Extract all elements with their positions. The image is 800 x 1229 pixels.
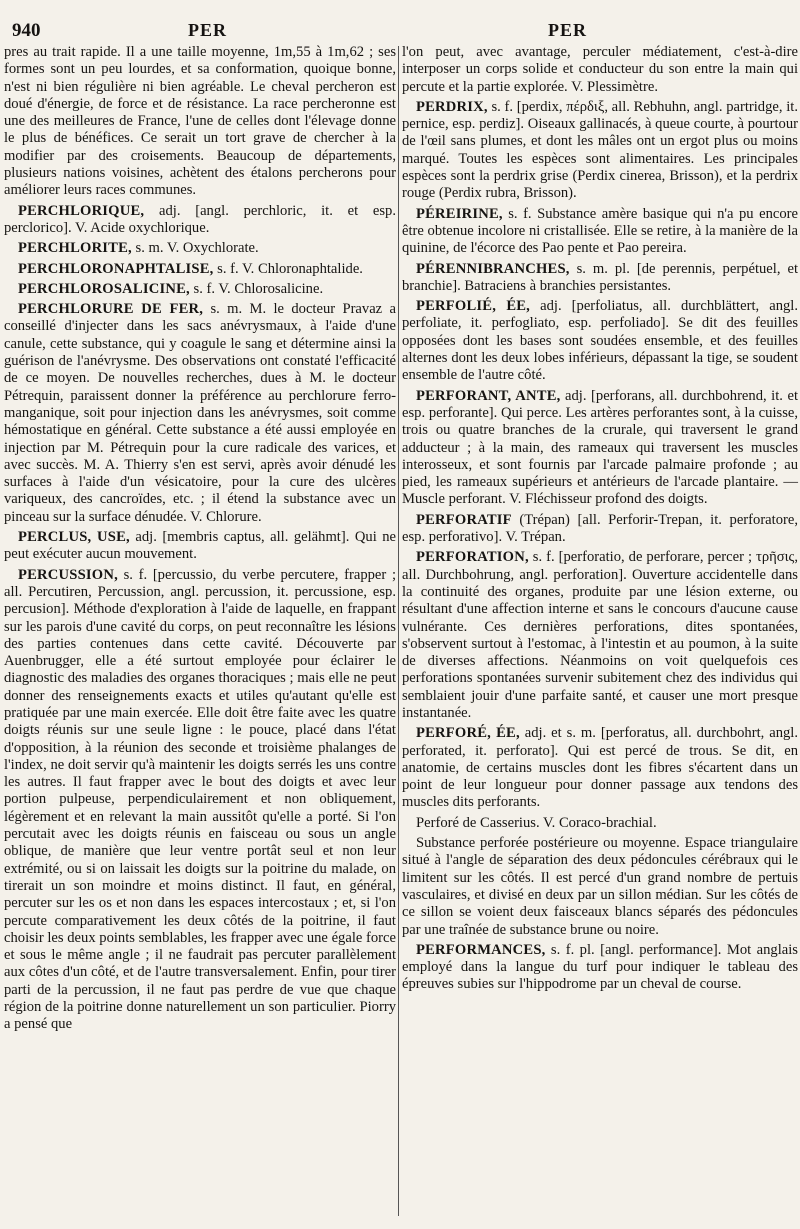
entry-headword: PERFORATIF: [416, 511, 512, 528]
dictionary-entry: PERFORATIF (Trépan) [all. Perforir-Trepan, it. perforatore, esp. perforativo]. V. Trépan.: [402, 511, 798, 546]
dictionary-entry: PÉREIRINE, s. f. Substance amère basique qui n'a pu encore être obtenue incolore ni cristallisée. Elle se retire, à la manière de la quinine, de l'écorce des Pao pente et Pao pereira.: [402, 205, 798, 257]
dictionary-entry: PERFORANT, ANTE, adj. [perforans, all. durchbohrend, it. et esp. perforante]. Qui perce. Les artères perforantes sont, à la cuisse, trois ou quatre branches de la crurale, qui traversent le grand adducteur ; à la main, des rameaux qui traversent les muscles interosseux, et sont fournis par l'arcade palmaire profonde ; au pied, les rameaux supérieurs et antérieurs de l'arcade plantaire. — Muscle perforant. V. Fléchisseur profond des doigts.: [402, 387, 799, 508]
right-column: [402, 44, 798, 997]
dictionary-subentry: Perforé de Casserius. V. Coraco-brachial.: [416, 814, 657, 831]
entry-headword: PERCHLORURE DE FER,: [18, 301, 204, 318]
entry-headword: PERCHLORONAPHTALISE,: [18, 260, 214, 277]
column-divider: [398, 46, 399, 1216]
running-head-left: PER: [188, 20, 227, 40]
entry-headword: PERFORMANCES,: [416, 941, 546, 958]
dictionary-entry: PERCHLORURE DE FER, s. m. M. le docteur Pravaz a conseillé d'injecter dans les sacs anévrysmaux, à l'aide d'une canule, cette substance, qui y coagule le sang et détermine ainsi la guérison de l'anévrysme. Des observations ont constaté l'efficacité de ce moyen. De nouvelles recherches, dues à M. le docteur Pétrequin, paraissent donner la préférence au perchlorure ferro-manganique, soit pour injection dans les anévrysmes, soit comme hémostatique en général. Cette substance a été aussi employée en injection par M. Pétrequin pour la cure radicale des varices, et avec succès. M. A. Thierry s'en est servi, après avoir dénudé les surfaces à l'aide d'un vésicatoire, pour la cure des ulcères variqueux, des cancroïdes, etc. ; il étend la substance avec un pinceau sur la surface dénudée. V. Chlorure.: [4, 301, 396, 525]
dictionary-entry-continued: l'on peut, avec avantage, perculer médiatement, c'est-à-dire interposer un corps solide et conducteur du son entre la main qui percute et la partie explorée. V. Plessimètre.: [402, 44, 798, 95]
entry-headword: PERCHLOROSALICINE,: [18, 280, 190, 297]
page-number: 940: [12, 20, 41, 41]
entry-headword: PÉRENNIBRANCHES,: [416, 260, 570, 277]
entry-headword: PERFORANT, ANTE,: [416, 387, 561, 404]
entry-headword: PERFORATION,: [416, 549, 529, 566]
entry-headword: PERCLUS, USE,: [18, 529, 130, 546]
dictionary-entry: PERCLUS, USE, adj. [membris captus, all. gelähmt]. Qui ne peut exécuter aucun mouvement.: [4, 529, 396, 563]
entry-headword: PERCUSSION,: [18, 566, 118, 583]
dictionary-entry: PERFORÉ, ÉE, adj. et s. m. [perforatus, all. durchbohrt, angl. perforated, it. perforato]. Qui est percé de trous. Se dit, en anatomie, de certains muscles dont les fibres s'écartent dans un point de leur longueur pour donner passage aux tendons des muscles dits perforants.: [402, 725, 798, 811]
dictionary-entry: PÉRENNIBRANCHES, s. m. pl. [de perennis, perpétuel, et branchie]. Batraciens à branchies persistantes.: [402, 260, 798, 294]
dictionary-entry: PERCHLORITE, s. m. V. Oxychlorate.: [18, 240, 259, 257]
dictionary-entry: PERFORATION, s. f. [perforatio, de perforare, percer ; τρῆσις, all. Durchbohrung, angl. perforation]. Ouverture accidentelle dans la continuité des organes, produite par une lésion externe, ou résultant d'une affection interne et sans le concours d'aucune cause vulnérante. Ces dernières perforations, dites spontanées, s'observent surtout à l'estomac, à l'intestin et au poumon, à la suite de diverses affections. Néanmoins on voit quelquefois ces perforations spontanées survenir subitement chez des individus qui semblaient jouir d'une parfaite santé, et causer une mort presque instantanée.: [402, 549, 798, 721]
dictionary-entry: PERFOLIÉ, ÉE, adj. [perfoliatus, all. durchblättert, angl. perfoliate, it. perfogliato, esp. perfoliado]. Se dit des feuilles opposées dont les bases sont soudées ensemble, et des feuilles alternes dont les deux lobes inférieurs, dépassant la tige, se soudent ensemble de l'autre côté.: [402, 298, 798, 384]
entry-headword: PERCHLORITE,: [18, 240, 132, 257]
dictionary-entry: PERCHLORIQUE, adj. [angl. perchloric, it. et esp. perclorico]. V. Acide oxychlorique.: [4, 202, 396, 236]
dictionary-entry: PERCHLORONAPHTALISE, s. f. V. Chloronaphtalide.: [18, 260, 363, 277]
entry-headword: PERFORÉ, ÉE,: [416, 725, 520, 742]
entry-headword: PÉREIRINE,: [416, 205, 503, 222]
dictionary-entry: PERCUSSION, s. f. [percussio, du verbe percutere, frapper ; all. Percutiren, Percussion, angl. percussion, it. percussione, esp. percusion]. Méthode d'exploration à l'aide de laquelle, en frappant sur les parois d'une cavité du corps, on peut reconnaître les lésions des parties contenues dans cette cavité. Découverte par Auenbrugger, elle a été surtout employée pour éclairer le diagnostic des maladies des organes thoraciques ; mais elle ne peut donner des renseignements exacts et utiles qu'autant qu'elle est pratiquée par une main exercée. Elle doit être faite avec les quatre doigts réunis sur une seule ligne : le pouce, placé dans l'état d'opposition, à la réunion des seconde et troisième phalanges de l'index, ne doit servir qu'à maintenir les doigts serrés les uns contre les autres. Il faut frapper avec le bout des doigts et avec leur portion pulpeuse, perpendiculairement et non obliquement, légèrement et en relevant la main aussitôt qu'elle a porté. Si l'on percutait avec les doigts réunis en faisceau ou sous un angle oblique, de manière que leur ventre portât seul et non leur extrémité, ou si on laissait les doigts sur la poitrine du malade, on tirerait un son moindre et moins distinct. Il faut, en général, percuter sur les os et non dans les espaces intercostaux ; et, si l'on percute comparativement les deux côtés de la poitrine, il faut choisir les deux points semblables, les frapper avec une égale force et sous le même angle ; il ne faudrait pas percuter parallèlement aux côtes d'un côté, et de l'autre transversalement. Enfin, pour tirer parti de la percussion, il ne faut pas perdre de vue que chaque région de la poitrine donne naturellement un son particulier. Piorry a pensé que: [4, 566, 396, 1033]
entry-headword: PERDRIX,: [416, 98, 488, 115]
dictionary-entry: PERDRIX, s. f. [perdix, πέρδιξ, all. Rebhuhn, angl. partridge, it. pernice, esp. perdiz]. Oiseaux gallinacés, à queue courte, à pourtour de l'œil sans plumes, et dont les mâles ont un ergot plus ou moins marqué. Toutes les espèces sont alimentaires. Les principales espèces sont la perdrix grise (Perdix cinerea, Brisson), et la perdrix rouge (Perdix rubra, Brisson).: [402, 98, 798, 202]
running-head-right: PER: [548, 20, 587, 40]
dictionary-subentry: Substance perforée postérieure ou moyenne. Espace triangulaire situé à l'angle de séparation des deux pédoncules cérébraux qui le limitent sur les côtés. Il est percé d'un grand nombre de pertuis vasculaires, et divisé en deux par un sillon médian. Sur les côtés de ce sillon se voient deux faisceaux blancs séparés des pédoncules par une traînée de substance brune ou noire.: [402, 835, 798, 938]
dictionary-entry: PERCHLOROSALICINE, s. f. V. Chlorosalicine.: [18, 280, 324, 297]
left-column: [4, 44, 396, 1037]
dictionary-entry: PERFORMANCES, s. f. pl. [angl. performance]. Mot anglais employé dans la langue du turf pour indiquer le tableau des épreuves subies sur l'hippodrome par un cheval de course.: [402, 941, 798, 993]
entry-headword: PERCHLORIQUE,: [18, 202, 145, 219]
entry-headword: PERFOLIÉ, ÉE,: [416, 298, 531, 315]
dictionary-entry-continued: pres au trait rapide. Il a une taille moyenne, 1m,55 à 1m,62 ; ses formes sont un peu lourdes, et sa conformation, quoique bonne, n'est ni bien régulière ni bien agréable. Le cheval percheron est doué d'énergie, de force et de résistance. La race percheronne est une des meilleures de France, l'une de celles dont l'élevage donne le plus de bénéfices. Ce serait un tort grave de chercher à la modifier par des croisements. Beaucoup de départements, plusieurs nations voisines, achètent des étalons percherons pour améliorer leurs races communes.: [4, 44, 396, 199]
